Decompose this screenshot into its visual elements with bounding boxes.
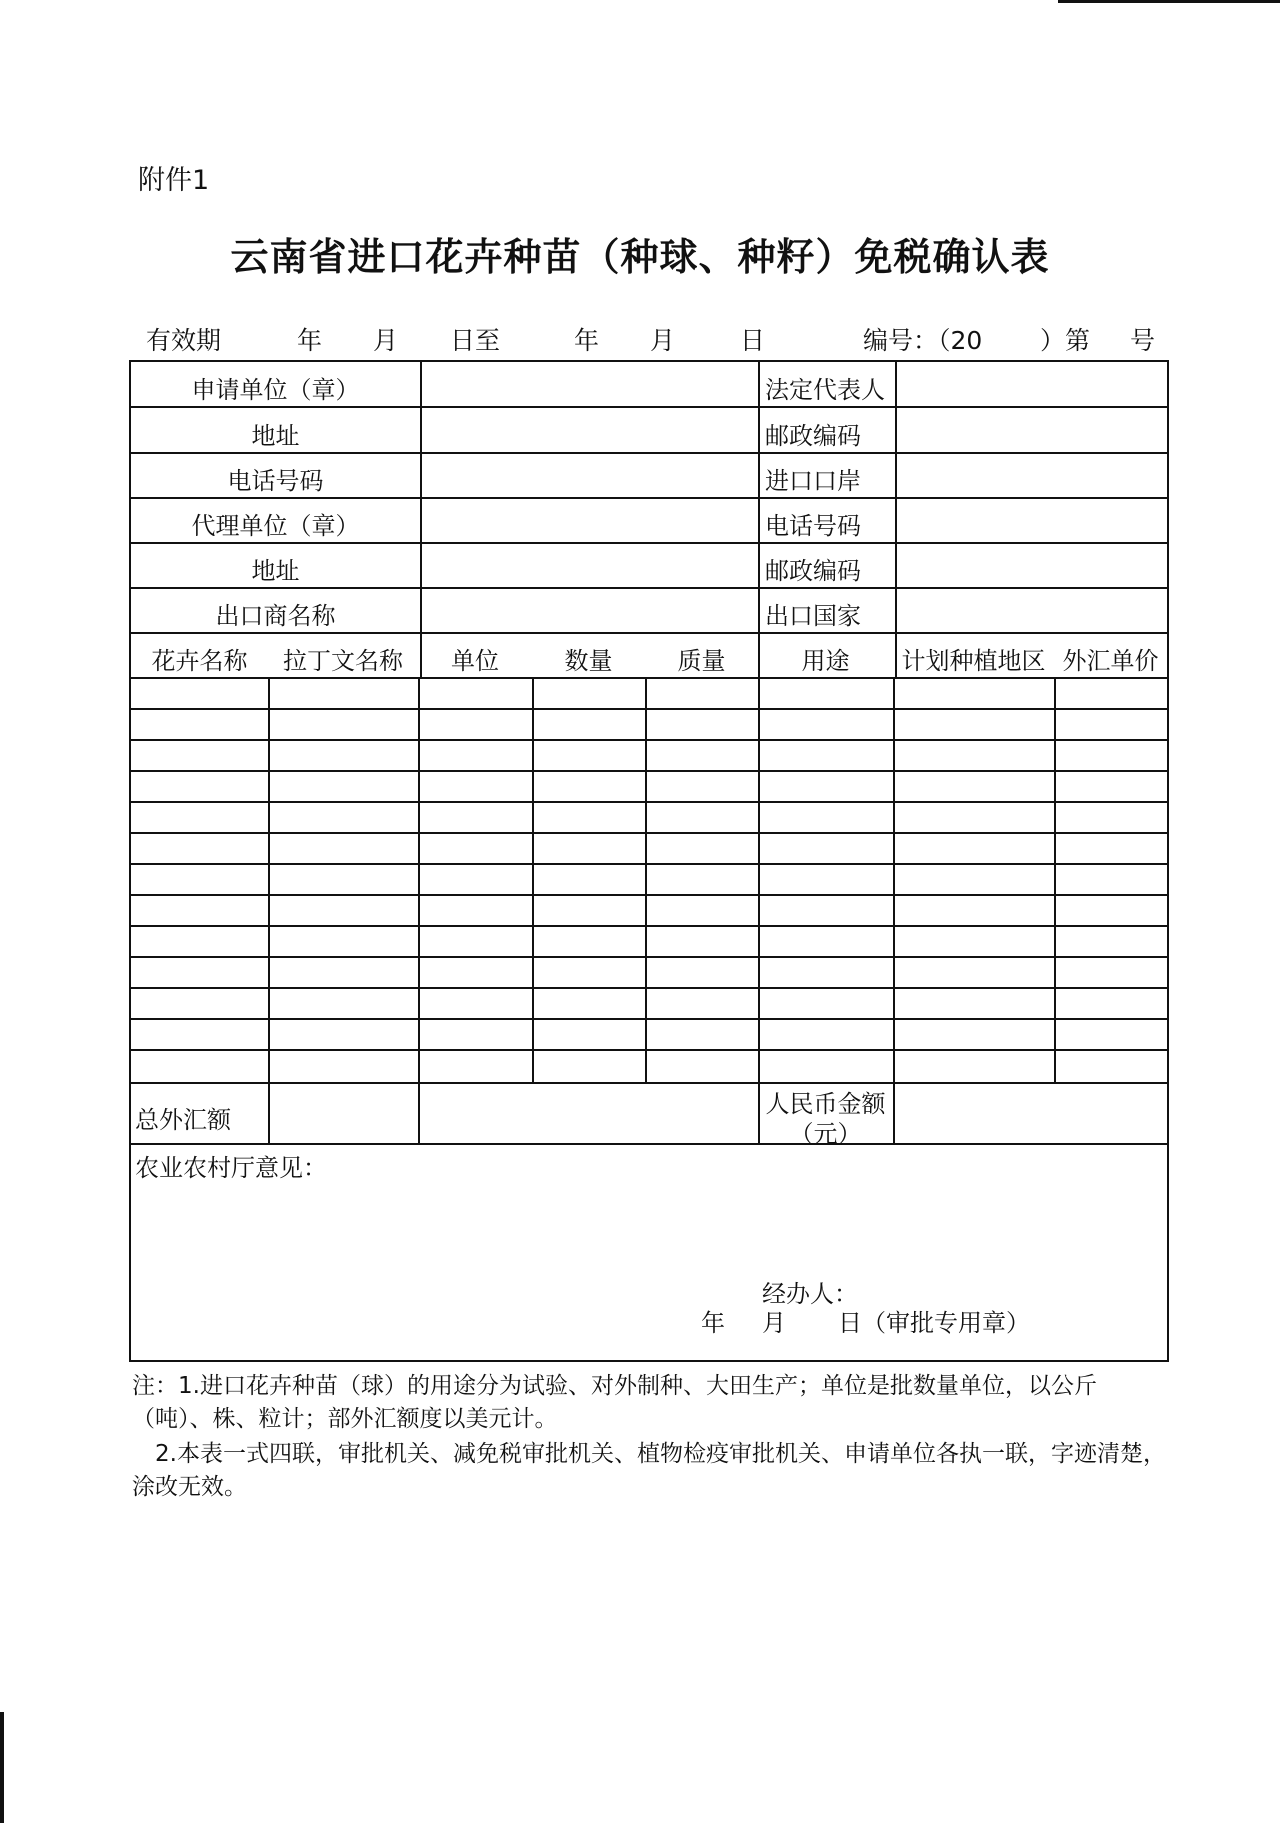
row-line	[131, 632, 1167, 634]
col-line	[895, 362, 897, 677]
export-country-label: 出口国家	[765, 602, 861, 630]
exporter-name-label: 出口商名称	[215, 602, 336, 630]
form-title: 云南省进口花卉种苗（种球、种籽）免税确认表	[230, 235, 1050, 279]
col-header-latin-name: 拉丁文名称	[283, 647, 403, 675]
header-line	[131, 677, 1167, 679]
item-row-line	[131, 894, 1167, 896]
item-row-line	[131, 832, 1167, 834]
items-end-line	[131, 1082, 1167, 1084]
col-header-usage: 用途	[801, 647, 850, 675]
item-row-line	[131, 739, 1167, 741]
item-row-line	[131, 1018, 1167, 1020]
col-header-quality: 质量	[677, 647, 726, 675]
validity-day-1: 日至	[450, 326, 501, 355]
validity-month-2: 月	[650, 326, 676, 355]
applicant-address-label: 地址	[251, 422, 300, 450]
validity-month-1: 月	[373, 326, 399, 355]
applicant-phone-label: 电话号码	[227, 467, 324, 495]
agent-postcode-label: 邮政编码	[765, 557, 861, 585]
col-header-flower-name: 花卉名称	[151, 647, 248, 675]
row-line	[131, 542, 1167, 544]
form-notes	[132, 1370, 1172, 1504]
number-label: 编号：（20	[863, 326, 983, 355]
item-row-line	[131, 956, 1167, 958]
scan-mark-left	[0, 1712, 4, 1823]
item-row-line	[131, 987, 1167, 989]
applicant-postcode-label: 邮政编码	[765, 422, 861, 450]
scan-mark-top	[1058, 0, 1280, 3]
col-line	[420, 362, 422, 677]
opinion-day-seal: 日（审批专用章）	[838, 1309, 1030, 1337]
agent-address-label: 地址	[251, 557, 300, 585]
row-line	[131, 406, 1167, 408]
col-line	[758, 362, 760, 677]
col-line	[645, 677, 647, 1082]
col-header-planting-region: 计划种植地区	[901, 647, 1046, 675]
item-row-line	[131, 801, 1167, 803]
validity-year-1: 年	[297, 326, 323, 355]
item-row-line	[131, 1049, 1167, 1051]
import-port-label: 进口口岸	[765, 467, 861, 495]
row-line	[131, 587, 1167, 589]
attachment-label: 附件1	[138, 165, 210, 196]
col-line	[758, 677, 760, 1143]
col-line	[893, 677, 895, 1143]
validity-year-2: 年	[574, 326, 600, 355]
opinion-label: 农业农村厅意见：	[135, 1154, 327, 1182]
note-2: 2.本表一式四联，审批机关、减免税审批机关、植物检疫审批机关、申请单位各执一联，字迹清楚，涂改无效。	[132, 1441, 1166, 1500]
item-row-line	[131, 863, 1167, 865]
validity-label: 有效期	[146, 326, 222, 355]
number-suffix: 号	[1130, 326, 1156, 355]
item-row-line	[131, 925, 1167, 927]
totals-end-line	[131, 1143, 1167, 1145]
number-close: ）第	[1040, 326, 1091, 355]
note-1: 注：1.进口花卉种苗（球）的用途分为试验、对外制种、大田生产；单位是批数量单位，以公斤（吨）、株、粒计；部外汇额度以美元计。	[132, 1373, 1097, 1432]
rmb-unit-label: （元）	[789, 1120, 862, 1148]
col-line	[268, 677, 270, 1143]
agent-phone-label: 电话号码	[765, 512, 861, 540]
col-header-fx-unit-price: 外汇单价	[1062, 647, 1159, 675]
col-line	[418, 677, 420, 1143]
col-line	[1054, 677, 1056, 1082]
item-row-line	[131, 708, 1167, 710]
handler-label: 经办人：	[762, 1280, 858, 1308]
row-line	[131, 497, 1167, 499]
agent-unit-label: 代理单位（章）	[191, 512, 360, 540]
opinion-month: 月	[762, 1309, 786, 1337]
validity-day-2: 日	[740, 326, 766, 355]
col-header-quantity: 数量	[564, 647, 613, 675]
row-line	[131, 452, 1167, 454]
fx-total-label: 总外汇额	[135, 1106, 231, 1134]
item-row-line	[131, 770, 1167, 772]
applicant-unit-label: 申请单位（章）	[191, 376, 360, 404]
legal-rep-label: 法定代表人	[765, 376, 885, 404]
rmb-amount-label: 人民币金额	[765, 1090, 886, 1118]
col-line	[532, 677, 534, 1082]
form-table	[129, 360, 1169, 1362]
opinion-year: 年	[701, 1309, 725, 1337]
col-header-unit: 单位	[451, 647, 499, 675]
